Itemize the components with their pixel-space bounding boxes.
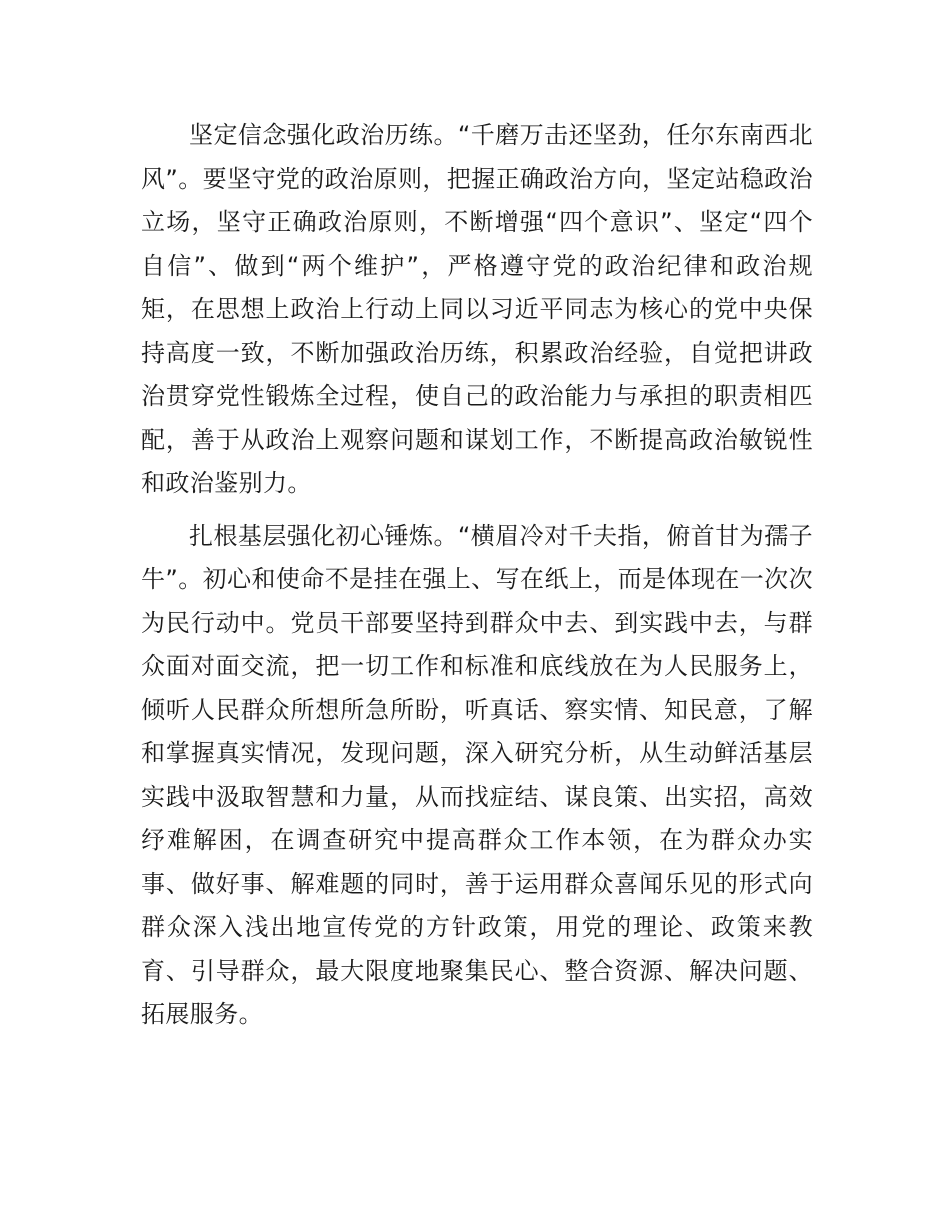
paragraph-grassroots-training: 扎根基层强化初心锤炼。“横眉冷对千夫指，俯首甘为孺子牛”。初心和使命不是挂在强上、写在纸上，而是体现在一次次为民行动中。党员干部要坚持到群众中去、到实践中去，与群众面对面交流，把一切工作和标准和底线放在为人民服务上，倾听人民群众所想所急所盼，听真话、察实情、知民意，了解和掌握真实情况，发现问题，深入研究分析，从生动鲜活基层实践中汲取智慧和力量，从而找症结、谋良策、出实招，高效纾难解困，在调查研究中提高群众工作本领，在为群众办实事、做好事、解难题的同时，善于运用群众喜闻乐见的形式向群众深入浅出地宣传党的方针政策，用党的理论、政策来教育、引导群众，最大限度地聚集民心、整合资源、解决问题、拓展服务。 <box>141 521 813 1028</box>
document-body <box>141 114 813 1046</box>
paragraph-political-training: 坚定信念强化政治历练。“千磨万击还坚劲，任尔东南西北风”。要坚守党的政治原则，把握正确政治方向，坚定站稳政治立场，坚守正确政治原则，不断增强“四个意识”、坚定“四个自信”、做到“两个维护”，严格遵守党的政治纪律和政治规矩，在思想上政治上行动上同以习近平同志为核心的党中央保持高度一致，不断加强政治历练，积累政治经验，自觉把讲政治贯穿党性锻炼全过程，使自己的政治能力与承担的职责相匹配，善于从政治上观察问题和谋划工作，不断提高政治敏锐性和政治鉴别力。 <box>141 121 813 497</box>
